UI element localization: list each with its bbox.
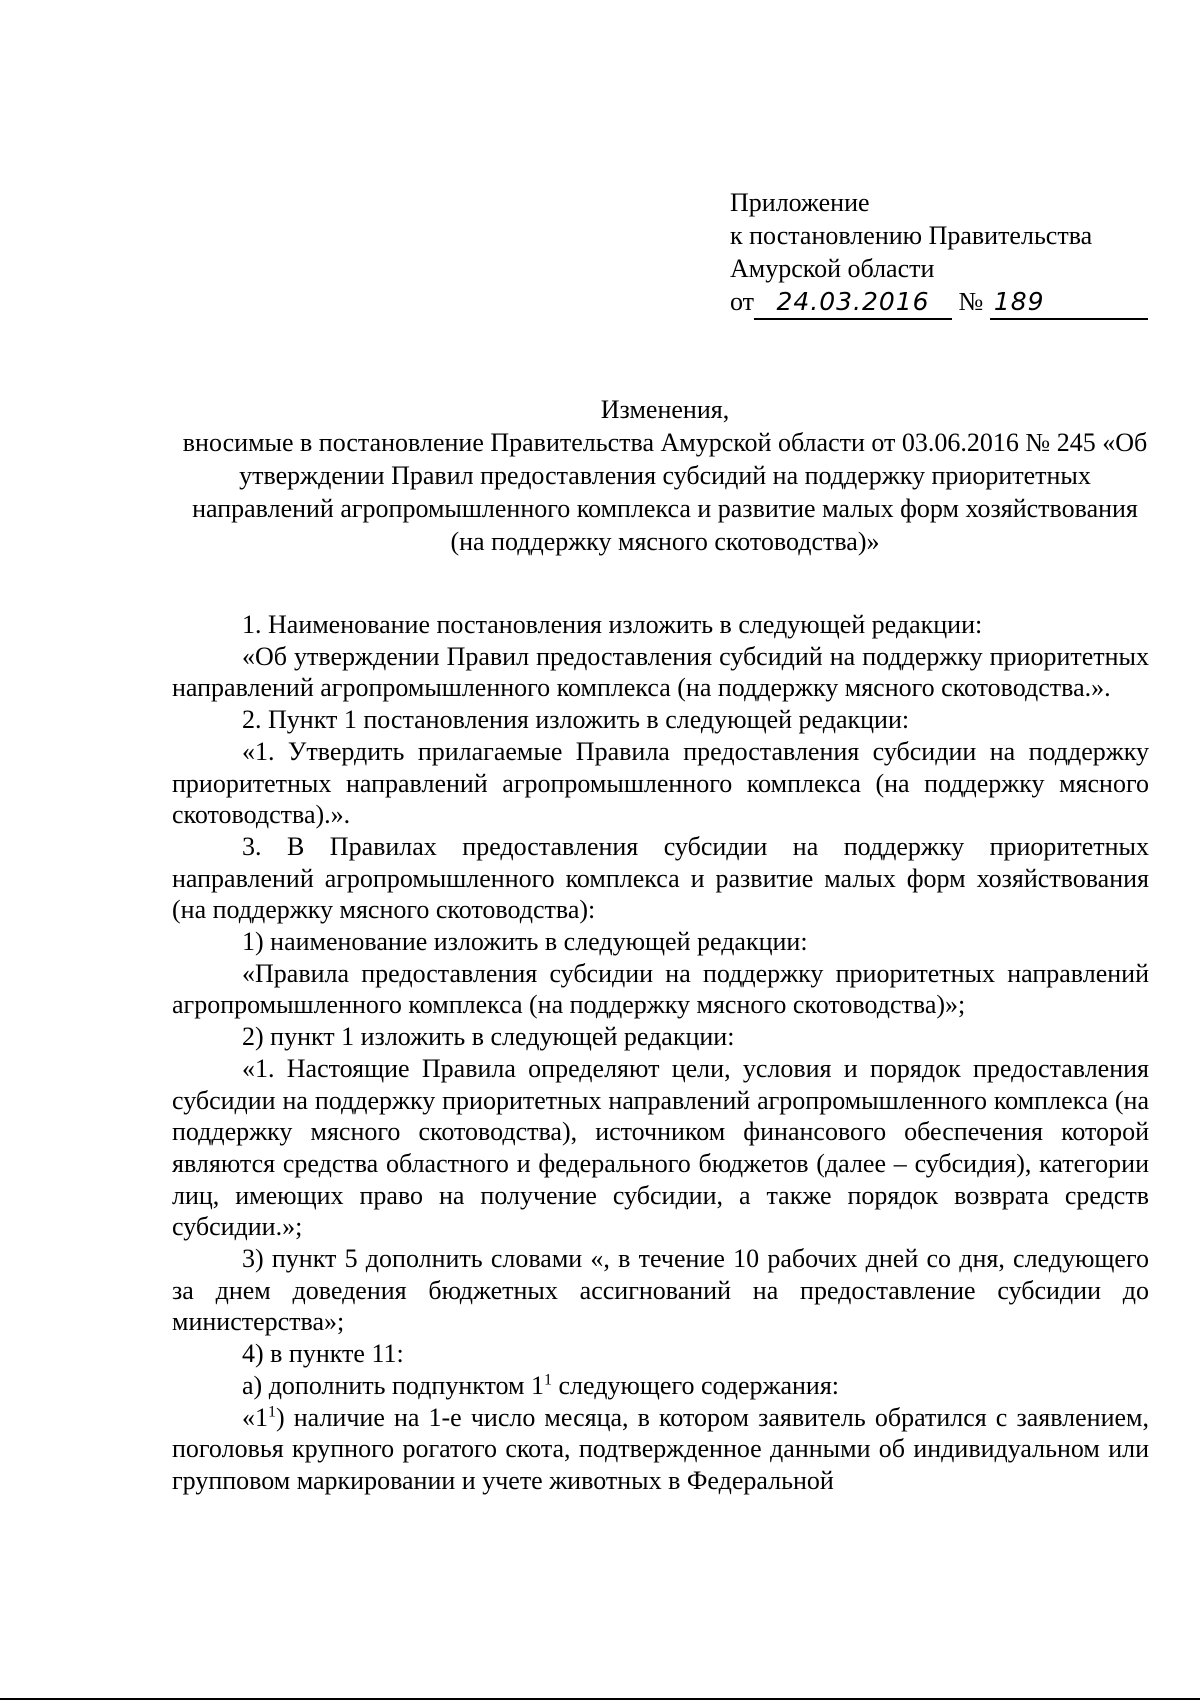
paragraph-4: «1. Утвердить прилагаемые Правила предоставления субсидии на поддержку приоритетных направлений агропромышленного комплекса (на поддержку мясного скотоводства).». [172,736,1149,830]
document-heading [175,393,1155,558]
paragraph-12 [172,1370,1149,1402]
paragraph-11: 4) в пункте 11: [242,1339,404,1369]
paragraph-2: «Об утверждении Правил предоставления субсидий на поддержку приоритетных направлений агропромышленного комплекса (на поддержку мясного скотоводства.». [172,641,1149,703]
heading-subtitle: вносимые в постановление Правительства Амурской области от 03.06.2016 № 245 «Об утверждении Правил предоставления субсидий на поддержку приоритетных направлений агропромышленного комплекса и развитие малых форм хозяйствования (на поддержку мясного скотоводства)» [182,428,1148,556]
paragraph-9: «1. Настоящие Правила определяют цели, условия и порядок предоставления субсидии на поддержку приоритетных направлений агропромышленного комплекса (на поддержку мясного скотоводства), источником финансового обеспечения которой являются средства областного и федерального бюджетов (далее – субсидия), категории лиц, имеющих право на получение субсидии, а также порядок возврата средств субсидии.»; [172,1053,1149,1242]
heading-title: Изменения, [600,395,730,424]
paragraph-6: 1) наименование изложить в следующей редакции: [242,927,808,957]
paragraph-12-text: а) дополнить подпунктом 1 [242,1370,545,1400]
approval-date-number-line [730,285,1170,320]
paragraph-10: 3) пункт 5 дополнить словами «, в течение 10 рабочих дней со дня, следующего за днем доведения бюджетных ассигнований на предоставление субсидии до министерства»; [172,1244,1149,1337]
handwritten-date: 24.03.2016 [754,285,952,320]
paragraph-12-text-end: следующего содержания: [552,1370,840,1400]
approval-block [730,186,1170,320]
from-label: от [730,287,755,316]
paragraph-13-text: «1 [242,1402,268,1432]
paragraph-1: 1. Наименование постановления изложить в следующей редакции: [242,610,983,639]
approval-line-1: Приложение [730,188,870,217]
handwritten-number: 189 [990,285,1148,320]
number-label: № [958,287,984,316]
paragraph-7: «Правила предоставления субсидии на поддержку приоритетных направлений агропромышленного комплекса (на поддержку мясного скотоводства)»; [172,958,1149,1020]
approval-line-3: Амурской области [730,254,935,283]
paragraph-8: 2) пункт 1 изложить в следующей редакции: [242,1022,735,1052]
paragraph-13-text-end: ) наличие на 1-е число месяца, в котором заявитель обратился с заявлением, поголовья крупного рогатого скота, подтвержденное данными об индивидуальном или групповом маркировании и учете животных в Федеральной [172,1402,1149,1495]
paragraph-13 [172,1402,1149,1497]
superscript: 1 [268,1402,276,1420]
approval-line-2: к постановлению Правительства [730,221,1093,250]
superscript: 1 [544,1371,553,1389]
paragraph-5: 3. В Правилах предоставления субсидии на поддержку приоритетных направлений агропромышленного комплекса и развитие малых форм хозяйствования (на поддержку мясного скотоводства): [172,831,1149,925]
paragraph-3: 2. Пункт 1 постановления изложить в следующей редакции: [242,705,910,735]
document-body [172,609,1149,1497]
scan-bottom-edge [0,1698,1200,1700]
